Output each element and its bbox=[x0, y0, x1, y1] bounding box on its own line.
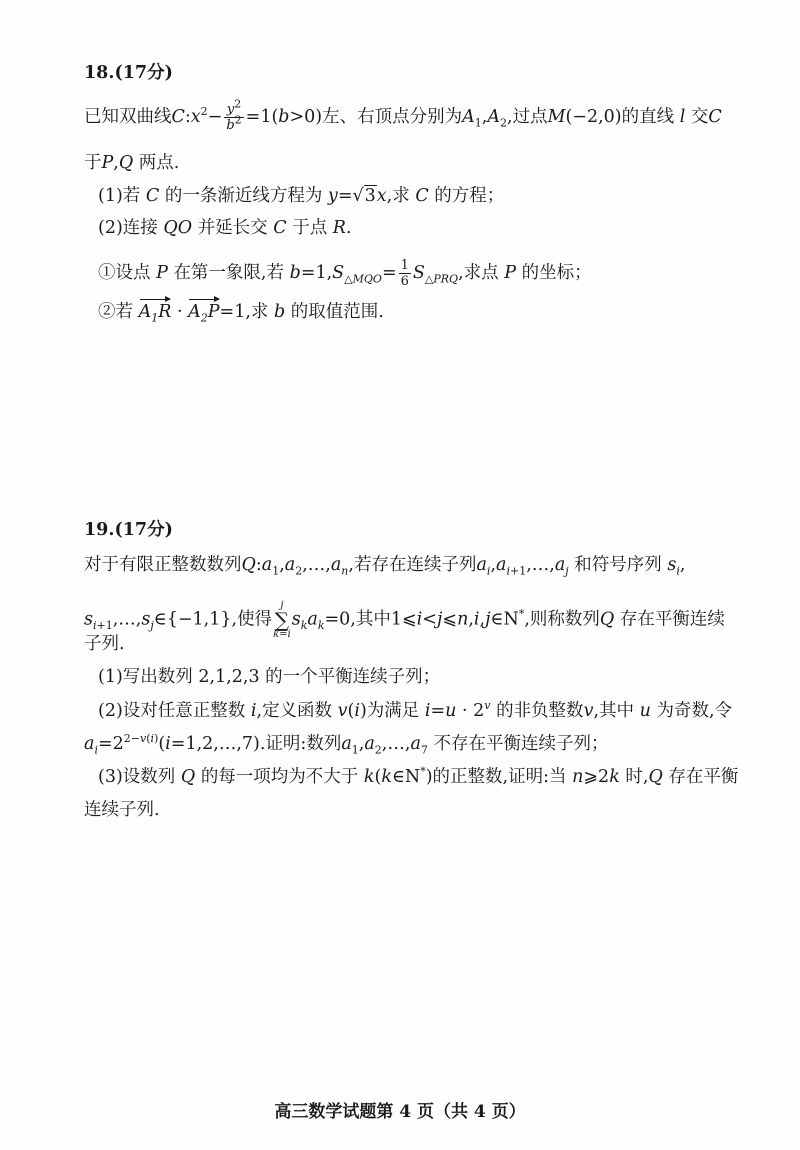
vector-A2P: $A_2P$ bbox=[188, 302, 220, 325]
summation-k-from-i-to-j: j ∑ k=i bbox=[273, 600, 291, 640]
question-18-part-2-subquestion-2: ②若 $A_1R \cdot A_2P=1$,求 b 的取值范围. bbox=[98, 302, 384, 325]
question-18-part-1: (1)若 C 的一条渐近线方程为 y=√3x,求 C 的方程； bbox=[98, 186, 505, 206]
page-footer: 高三数学试题第 4 页（共 4 页） bbox=[274, 1102, 526, 1122]
question-18-stem-line-1: 已知双曲线$C:x^2-$ $\frac{y^2}{b^2}$ =1(b>0)左、右顶点分别为$A_1,A_2$,过点M(−2,0)的直线 l 交C bbox=[84, 97, 722, 133]
question-19-stem-line-2: $s_{i+1},\dots,s_j\in\{-1,1\}$,使得 j ∑ k=i $s_ka_k=0$,其中1⩽i<j⩽n,i,j∈N*,则称数列Q 存在平衡连续 bbox=[84, 600, 725, 640]
question-18-header: 18.(17分) bbox=[84, 63, 173, 83]
question-18-part-2: (2)连接 QO 并延长交 C 于点 R. bbox=[98, 218, 352, 238]
sqrt-3: √3 bbox=[352, 186, 376, 206]
y2-over-b2-fraction: $\frac{y^2}{b^2}$ bbox=[226, 97, 242, 133]
question-19-part-3-line-1: (3)设数列 Q 的每一项均为不大于 k(k∈N*)的正整数,证明:当 n⩾2k 时,Q 存在平衡 bbox=[98, 765, 739, 787]
question-19-part-2-line-1: (2)设对任意正整数 i,定义函数 v(i)为满足 $i=u \cdot 2^v$ 的非负整数v,其中 u 为奇数,令 bbox=[98, 699, 733, 721]
one-sixth-fraction: $\frac{1}{6}$ bbox=[400, 258, 409, 289]
question-19-part-2-line-2: $a_i=2^{2-v(i)}(i=1,2,\dots,7)$.证明:数列$a_1,a_2,\dots,a_7$ 不存在平衡连续子列； bbox=[84, 732, 609, 757]
vector-A1R: $A_1R$ bbox=[138, 302, 172, 325]
question-19-stem-line-3: 子列. bbox=[84, 634, 125, 654]
question-19-part-3-line-2: 连续子列. bbox=[84, 800, 160, 820]
question-19-header: 19.(17分) bbox=[84, 520, 173, 540]
question-18-part-2-subquestion-1: ①设点 P 在第一象限,若 $b=1,S_{\triangle MQO}=$ $\frac{1}{6}$ $S_{\triangle PRQ}$,求点 P 的坐标； bbox=[98, 258, 592, 289]
question-19-stem-line-1: 对于有限正整数数列$Q:a_1,a_2,\dots,a_n$,若存在连续子列$a_i,a_{i+1},\dots,a_j$ 和符号序列 $s_i$, bbox=[84, 555, 686, 578]
question-18-stem-line-2: 于P,Q 两点. bbox=[84, 153, 180, 173]
question-19-part-1: (1)写出数列 2,1,2,3 的一个平衡连续子列； bbox=[98, 667, 441, 687]
